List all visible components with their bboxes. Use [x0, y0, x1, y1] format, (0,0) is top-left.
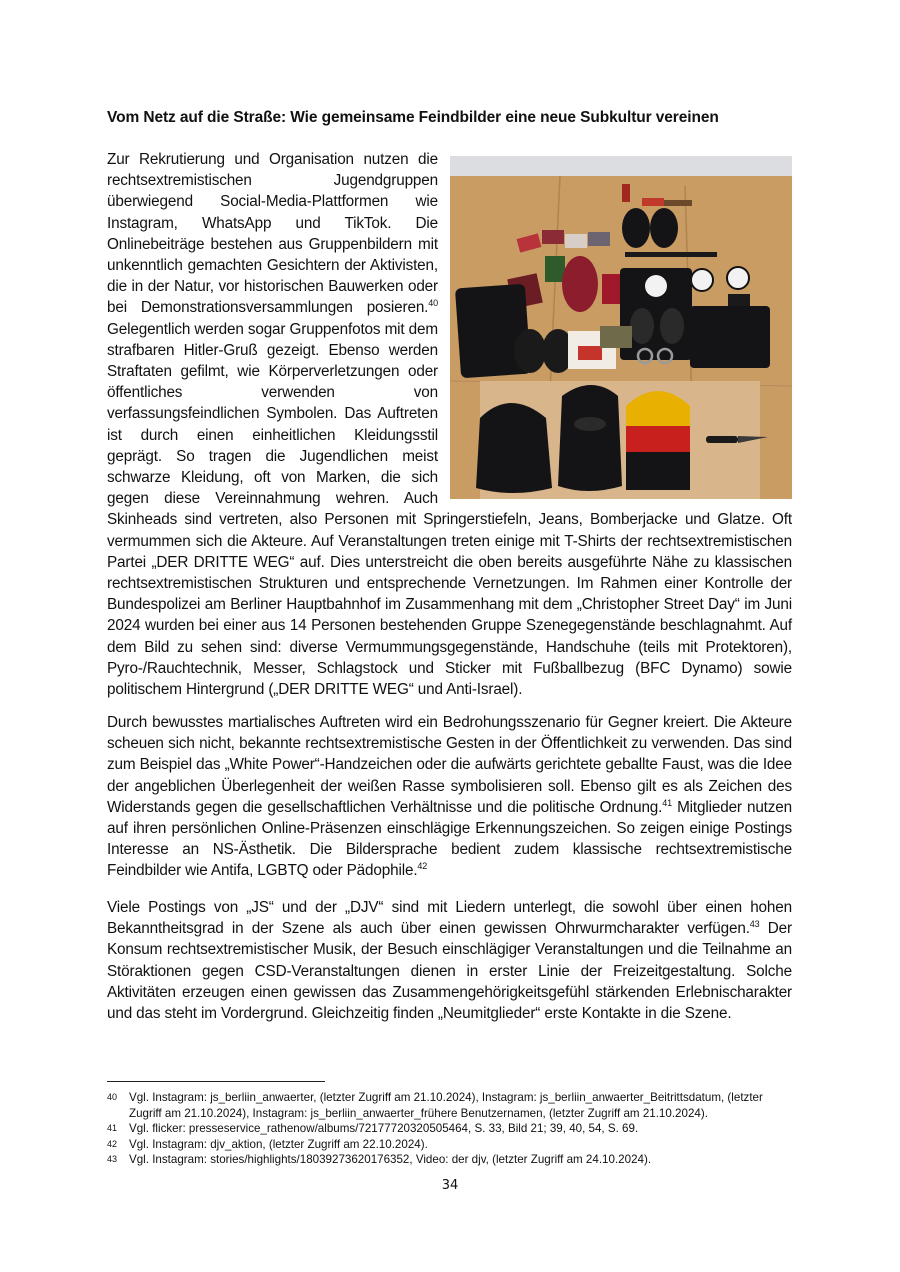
footnote-43 — [107, 1152, 797, 1168]
footnote-number: 43 — [107, 1154, 118, 1165]
footnote-text: Vgl. Instagram: djv_aktion, (letzter Zugriff am 22.10.2024). — [129, 1137, 428, 1151]
paragraph-2-text-a: Durch bewusstes martialisches Auftreten wird ein Bedrohungsszenario für Gegner kreiert. Die Akteure scheuen sich nicht, bekannte rechtsextremistische Gesten in der Öffentlichkeit zu verwenden. Das sind zum Beispiel das „White Power“-Handzeichen oder die aufwärts gerichtete geballte Faust, was die Idee der angeblichen Überlegenheit der weißen Rasse symbolisieren soll. Ebenso gilt es als Zeichen des Widerstands gegen die gesellschaftlichen Verhältnisse und die politische Ordnung. — [107, 714, 792, 816]
paragraph-3 — [107, 897, 792, 1024]
footnote-text: Vgl. Instagram: stories/highlights/18039273620176352, Video: der djv, (letzter Zugriff am 24.10.2024). — [129, 1153, 652, 1167]
footnote-number: 41 — [107, 1123, 118, 1134]
footnote-number: 42 — [107, 1138, 118, 1149]
paragraph-1-text-a: Zur Rekrutierung und Organisation nutzen die rechtsextremistischen Jugendgruppen überwiegend Social-Media-Plattformen wie Instagram, WhatsApp und TikTok. Die Onlinebeiträge bestehen aus Gruppenbildern mit unkenntlich gemachten Gesichtern der Aktivisten, die in der Natur, vor historischen Bauwerken oder bei Demonstrationsversammlungen posieren. — [107, 151, 438, 317]
footnote-number: 40 — [107, 1092, 118, 1102]
paragraph-2 — [107, 712, 792, 882]
footnote-ref-41[interactable]: 41 — [662, 797, 672, 808]
paragraph-1-text-b: Gelegentlich werden sogar Gruppenfotos mit dem strafbaren Hitler-Gruß gezeigt. Ebenso werden Straftaten gefilmt, wie Körperverletzungen oder öffentliches verwenden von verfassungsfeindlichen Symbolen. Das Auftreten ist durch einen einheitlichen Kleidungsstil geprägt. So tragen die Jugendlichen meist schwarze Kleidung, oft von Marken, die sich gegen diese Vereinnahmung wehren. Auch Skinheads sind vertreten, also Personen mit Springerstiefeln, Jeans, Bomberjacke und Glatze. Oft vermummen sich die Akteure. Auf Veranstaltungen treten einige mit T-Shirts der rechtsextremistischen Partei „DER DRITTE WEG“ auf. Dies unterstreicht die oben bereits ausgeführte Nähe zu klassischen rechtsextremistischen Strukturen und entsprechende Vernetzungen. Im Rahmen einer Kontrolle der Bundespolizei am Berliner Hauptbahnhof im Zusammenhang mit dem „Christopher Street Day“ im Juni 2024 wurden bei einer aus 14 Personen bestehenden Gruppe Szenegegenstände beschlagnahmt. Auf dem Bild zu sehen sind: diverse Vermummungsgegenstände, Handschuhe (teils mit Protektoren), Pyro-/Rauchtechnik, Messer, Schlagstock und Sticker mit Fußballbezug (BFC Dynamo) sowie politischem Hintergrund („DER DRITTE WEG“ und Anti-Israel). — [107, 320, 792, 699]
footnote-41 — [107, 1121, 797, 1137]
seized-items-photo — [450, 156, 792, 499]
footnote-text: Vgl. flicker: presseservice_rathenow/albums/72177720320505464, S. 33, Bild 21; 39, 40, 54, S. 69. — [129, 1122, 639, 1136]
paragraph-1 — [107, 149, 792, 700]
paragraph-3-text-a: Viele Postings von „JS“ und der „DJV“ sind mit Liedern unterlegt, die sowohl über einen hohen Bekanntheitsgrad in der Szene als auch über einen gewissen Ohrwurmcharakter verfügen. — [107, 899, 792, 938]
seized-items-photo-image — [450, 156, 792, 499]
footnote-ref-40[interactable]: 40 — [428, 298, 438, 309]
footnote-ref-43[interactable]: 43 — [749, 919, 760, 930]
page-number: 34 — [441, 1178, 459, 1193]
footnote-text: Vgl. Instagram: js_berliin_anwaerter, (letzter Zugriff am 21.10.2024), Instagram: js_berliin_anwaerter_Beitrittsdatum, (letzter Zugriff am 21.10.2024), Instagram: js_berliin_anwaerter_frühere Benutzernamen, (letzter Zugriff am 21.10.2024). — [129, 1091, 763, 1120]
footnote-42 — [107, 1137, 797, 1153]
footnotes — [107, 1090, 797, 1168]
section-heading: Vom Netz auf die Straße: Wie gemeinsame Feindbilder eine neue Subkultur vereinen — [107, 109, 719, 126]
paragraph-2-text-b: Mitglieder nutzen auf ihren persönlichen Online-Präsenzen einschlägige Erkennungszeichen. So zeigen einige Postings Interesse an NS-Ästhetik. Die Bildersprache bedient zudem klassische rechtsextremistische Feindbilder wie Antifa, LGBTQ oder Pädophile. — [107, 798, 792, 880]
footnote-40 — [107, 1090, 797, 1121]
footnote-separator — [107, 1081, 325, 1082]
footnote-ref-42[interactable]: 42 — [417, 861, 428, 872]
paragraph-3-text-b: Der Konsum rechtsextremistischer Musik, der Besuch einschlägiger Veranstaltungen und die Teilnahme an Störaktionen gegen CSD-Veranstaltungen dienen in erster Linie der Freizeitgestaltung. Solche Aktivitäten erzeugen einen gewissen das Zusammengehörigkeitsgefühl stärkenden Erlebnischarakter und das steht im Vordergrund. Gleichzeitig finden „Neumitglieder“ erste Kontakte in die Szene. — [107, 920, 792, 1023]
